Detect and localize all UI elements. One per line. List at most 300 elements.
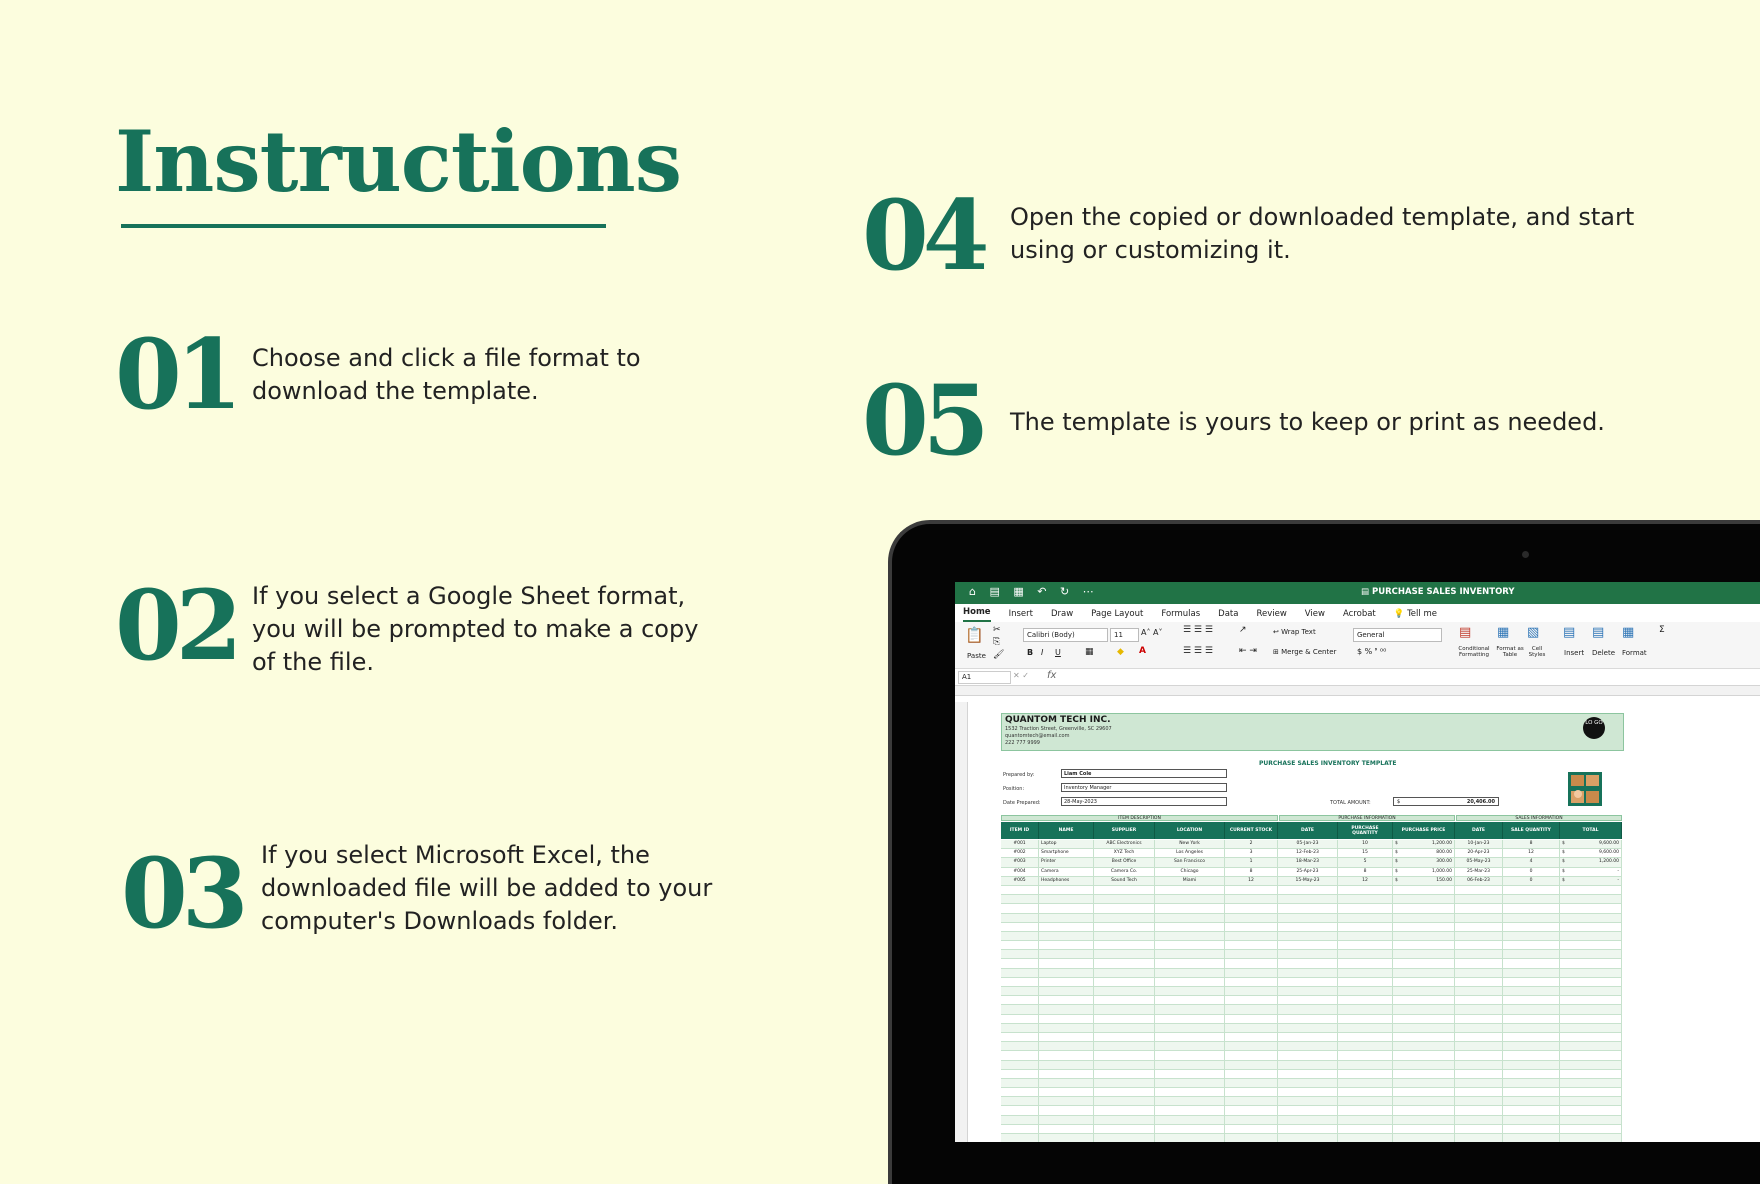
cell-name[interactable] bbox=[1039, 950, 1094, 958]
table-row[interactable] bbox=[1001, 1005, 1622, 1014]
cell-item-id[interactable] bbox=[1001, 1134, 1039, 1142]
cell-supplier[interactable] bbox=[1094, 886, 1155, 894]
cell-purchase-price[interactable] bbox=[1393, 996, 1455, 1004]
cell-supplier[interactable] bbox=[1094, 1042, 1155, 1050]
currency-percent-icons[interactable]: $ % ❜ ⁰⁰ bbox=[1357, 647, 1387, 656]
cell-sale-date[interactable] bbox=[1455, 1033, 1503, 1041]
cell-name[interactable] bbox=[1039, 959, 1094, 967]
cell-purchase-quantity[interactable] bbox=[1338, 1042, 1393, 1050]
cell-purchase-price[interactable] bbox=[1393, 941, 1455, 949]
cell-purchase-price[interactable] bbox=[1393, 978, 1455, 986]
cell-name[interactable]: Printer bbox=[1039, 858, 1094, 866]
cell-purchase-price[interactable] bbox=[1393, 1088, 1455, 1096]
cell-purchase-price[interactable] bbox=[1393, 895, 1455, 903]
cell-total[interactable] bbox=[1560, 1061, 1622, 1069]
table-row[interactable] bbox=[1001, 996, 1622, 1005]
tab-home[interactable]: Home bbox=[963, 607, 991, 622]
cell-sale-date[interactable]: 05-May-23 bbox=[1455, 858, 1503, 866]
cell-purchase-date[interactable]: 18-Mar-23 bbox=[1278, 858, 1338, 866]
cell-sale-quantity[interactable]: 0 bbox=[1503, 868, 1560, 876]
cell-purchase-quantity[interactable] bbox=[1338, 978, 1393, 986]
table-row[interactable] bbox=[1001, 959, 1622, 968]
cell-name[interactable] bbox=[1039, 1061, 1094, 1069]
paste-button[interactable]: Paste bbox=[967, 652, 986, 660]
cell-location[interactable] bbox=[1155, 932, 1225, 940]
cell-total[interactable] bbox=[1560, 1116, 1622, 1124]
insert-cells-button[interactable]: Insert bbox=[1564, 649, 1585, 657]
cell-name[interactable] bbox=[1039, 978, 1094, 986]
cell-name[interactable] bbox=[1039, 1042, 1094, 1050]
cell-purchase-date[interactable] bbox=[1278, 978, 1338, 986]
cell-location[interactable] bbox=[1155, 1106, 1225, 1114]
cell-location[interactable] bbox=[1155, 914, 1225, 922]
cell-supplier[interactable] bbox=[1094, 1106, 1155, 1114]
cell-supplier[interactable] bbox=[1094, 1024, 1155, 1032]
cell-sale-quantity[interactable] bbox=[1503, 1061, 1560, 1069]
font-size-select[interactable]: 11 bbox=[1110, 628, 1139, 642]
cell-item-id[interactable] bbox=[1001, 904, 1039, 912]
cell-purchase-price[interactable] bbox=[1393, 1125, 1455, 1133]
format-painter-icon[interactable]: 🖌 bbox=[993, 650, 1005, 660]
cell-sale-quantity[interactable] bbox=[1503, 1134, 1560, 1142]
cell-current-stock[interactable] bbox=[1225, 978, 1278, 986]
cell-current-stock[interactable] bbox=[1225, 914, 1278, 922]
cell-item-id[interactable] bbox=[1001, 914, 1039, 922]
cell-purchase-quantity[interactable] bbox=[1338, 1079, 1393, 1087]
cell-location[interactable]: Chicago bbox=[1155, 868, 1225, 876]
cell-sale-quantity[interactable] bbox=[1503, 1106, 1560, 1114]
cell-purchase-date[interactable] bbox=[1278, 1106, 1338, 1114]
cell-item-id[interactable] bbox=[1001, 886, 1039, 894]
cell-sale-quantity[interactable] bbox=[1503, 1015, 1560, 1023]
copy-icon[interactable]: ⎘ bbox=[993, 637, 1001, 647]
align-left-icon[interactable]: ☰ ☰ ☰ bbox=[1183, 646, 1213, 656]
cell-purchase-price[interactable] bbox=[1393, 1051, 1455, 1059]
cell-name[interactable] bbox=[1039, 1033, 1094, 1041]
cell-sale-quantity[interactable] bbox=[1503, 969, 1560, 977]
cell-total[interactable] bbox=[1560, 969, 1622, 977]
cell-supplier[interactable] bbox=[1094, 941, 1155, 949]
cell-current-stock[interactable] bbox=[1225, 1015, 1278, 1023]
cell-purchase-date[interactable] bbox=[1278, 996, 1338, 1004]
cell-sale-date[interactable] bbox=[1455, 1088, 1503, 1096]
cell-purchase-date[interactable] bbox=[1278, 914, 1338, 922]
cell-purchase-quantity[interactable] bbox=[1338, 1051, 1393, 1059]
cell-sale-quantity[interactable] bbox=[1503, 1070, 1560, 1078]
cell-location[interactable] bbox=[1155, 941, 1225, 949]
cell-supplier[interactable] bbox=[1094, 1033, 1155, 1041]
table-row[interactable] bbox=[1001, 868, 1622, 877]
cell-total[interactable] bbox=[1560, 978, 1622, 986]
cell-supplier[interactable] bbox=[1094, 987, 1155, 995]
cell-purchase-price[interactable] bbox=[1393, 1134, 1455, 1142]
format-as-table-button[interactable]: Format as Table bbox=[1496, 646, 1524, 658]
cell-sale-date[interactable] bbox=[1455, 904, 1503, 912]
cell-purchase-date[interactable] bbox=[1278, 1005, 1338, 1013]
cell-sale-quantity[interactable] bbox=[1503, 1116, 1560, 1124]
cell-supplier[interactable] bbox=[1094, 1079, 1155, 1087]
name-box[interactable]: A1 bbox=[958, 671, 1011, 684]
cell-name[interactable] bbox=[1039, 1024, 1094, 1032]
cell-sale-date[interactable] bbox=[1455, 1079, 1503, 1087]
cell-purchase-price[interactable] bbox=[1393, 1116, 1455, 1124]
table-row[interactable] bbox=[1001, 1116, 1622, 1125]
cell-name[interactable] bbox=[1039, 941, 1094, 949]
cell-sale-date[interactable] bbox=[1455, 1024, 1503, 1032]
table-row[interactable] bbox=[1001, 1033, 1622, 1042]
tab-acrobat[interactable]: Acrobat bbox=[1342, 609, 1376, 619]
cell-name[interactable] bbox=[1039, 932, 1094, 940]
table-row[interactable] bbox=[1001, 932, 1622, 941]
cell-sale-quantity[interactable] bbox=[1503, 996, 1560, 1004]
tab-view[interactable]: View bbox=[1304, 609, 1325, 619]
cell-total[interactable] bbox=[1560, 1088, 1622, 1096]
table-row[interactable] bbox=[1001, 969, 1622, 978]
table-row[interactable] bbox=[1001, 858, 1622, 867]
table-row[interactable] bbox=[1001, 941, 1622, 950]
autosum-icon[interactable]: Σ bbox=[1659, 625, 1665, 635]
cell-supplier[interactable] bbox=[1094, 904, 1155, 912]
cell-total[interactable] bbox=[1560, 1106, 1622, 1114]
date-prepared-field[interactable]: 28-May-2023 bbox=[1061, 797, 1227, 806]
table-row[interactable] bbox=[1001, 877, 1622, 886]
cell-total[interactable] bbox=[1560, 950, 1622, 958]
cell-supplier[interactable] bbox=[1094, 1088, 1155, 1096]
cell-purchase-quantity[interactable] bbox=[1338, 1125, 1393, 1133]
cell-current-stock[interactable] bbox=[1225, 1106, 1278, 1114]
cell-item-id[interactable] bbox=[1001, 959, 1039, 967]
cell-name[interactable] bbox=[1039, 1116, 1094, 1124]
cell-total[interactable] bbox=[1560, 895, 1622, 903]
cell-supplier[interactable]: Camera Co. bbox=[1094, 868, 1155, 876]
cell-sale-quantity[interactable] bbox=[1503, 987, 1560, 995]
cell-item-id[interactable]: #005 bbox=[1001, 877, 1039, 885]
cell-total[interactable] bbox=[1560, 904, 1622, 912]
cell-sale-date[interactable] bbox=[1455, 1070, 1503, 1078]
font-name-select[interactable]: Calibri (Body) bbox=[1023, 628, 1108, 642]
cell-purchase-price[interactable]: $ 1,200.00 bbox=[1393, 840, 1455, 848]
cell-current-stock[interactable] bbox=[1225, 1116, 1278, 1124]
fill-color-icon[interactable]: ◆ bbox=[1117, 647, 1124, 657]
cell-purchase-date[interactable] bbox=[1278, 1116, 1338, 1124]
cell-sale-quantity[interactable] bbox=[1503, 886, 1560, 894]
cell-purchase-date[interactable] bbox=[1278, 932, 1338, 940]
cell-purchase-date[interactable] bbox=[1278, 1024, 1338, 1032]
quick-access-icons[interactable]: ⌂ ▤ ▦ ↶ ↻ ⋯ bbox=[969, 585, 1099, 598]
cell-supplier[interactable] bbox=[1094, 914, 1155, 922]
cell-location[interactable] bbox=[1155, 1134, 1225, 1142]
table-body[interactable] bbox=[1001, 840, 1622, 1142]
cell-purchase-quantity[interactable]: 10 bbox=[1338, 840, 1393, 848]
cell-sale-quantity[interactable] bbox=[1503, 1125, 1560, 1133]
cell-total[interactable] bbox=[1560, 1033, 1622, 1041]
cell-sale-quantity[interactable] bbox=[1503, 1079, 1560, 1087]
cell-location[interactable] bbox=[1155, 959, 1225, 967]
cell-current-stock[interactable] bbox=[1225, 895, 1278, 903]
cell-supplier[interactable] bbox=[1094, 959, 1155, 967]
cell-sale-date[interactable]: 10-Jan-23 bbox=[1455, 840, 1503, 848]
table-row[interactable] bbox=[1001, 1051, 1622, 1060]
cell-sale-date[interactable]: 25-Mar-23 bbox=[1455, 868, 1503, 876]
cell-supplier[interactable] bbox=[1094, 1015, 1155, 1023]
cell-sale-date[interactable] bbox=[1455, 959, 1503, 967]
table-row[interactable] bbox=[1001, 1134, 1622, 1142]
cell-sale-quantity[interactable] bbox=[1503, 950, 1560, 958]
cell-styles-button[interactable]: Cell Styles bbox=[1528, 646, 1546, 658]
cell-supplier[interactable]: ABC Electronics bbox=[1094, 840, 1155, 848]
cell-purchase-price[interactable] bbox=[1393, 1079, 1455, 1087]
table-row[interactable] bbox=[1001, 914, 1622, 923]
cell-location[interactable] bbox=[1155, 969, 1225, 977]
cell-purchase-quantity[interactable] bbox=[1338, 1024, 1393, 1032]
format-cells-icon[interactable]: ▦ bbox=[1622, 625, 1635, 640]
table-row[interactable] bbox=[1001, 1070, 1622, 1079]
delete-cells-icon[interactable]: ▤ bbox=[1592, 625, 1605, 640]
cell-supplier[interactable] bbox=[1094, 1070, 1155, 1078]
cell-purchase-price[interactable] bbox=[1393, 969, 1455, 977]
cell-sale-date[interactable] bbox=[1455, 1005, 1503, 1013]
cell-purchase-date[interactable]: 25-Apr-23 bbox=[1278, 868, 1338, 876]
table-row[interactable] bbox=[1001, 1042, 1622, 1051]
cell-name[interactable] bbox=[1039, 1051, 1094, 1059]
cell-current-stock[interactable] bbox=[1225, 950, 1278, 958]
cell-total[interactable] bbox=[1560, 941, 1622, 949]
cancel-confirm-icons[interactable]: ✕ ✓ bbox=[1013, 671, 1029, 680]
cell-purchase-quantity[interactable]: 15 bbox=[1338, 849, 1393, 857]
cell-purchase-price[interactable] bbox=[1393, 959, 1455, 967]
cell-name[interactable] bbox=[1039, 1005, 1094, 1013]
cell-current-stock[interactable] bbox=[1225, 1061, 1278, 1069]
cell-location[interactable]: New York bbox=[1155, 840, 1225, 848]
cell-sale-date[interactable] bbox=[1455, 895, 1503, 903]
cell-purchase-date[interactable]: 05-Jan-23 bbox=[1278, 840, 1338, 848]
cell-sale-quantity[interactable]: 8 bbox=[1503, 840, 1560, 848]
cell-sale-date[interactable] bbox=[1455, 1015, 1503, 1023]
cell-name[interactable] bbox=[1039, 895, 1094, 903]
cell-current-stock[interactable]: 2 bbox=[1225, 840, 1278, 848]
cell-current-stock[interactable] bbox=[1225, 996, 1278, 1004]
cell-purchase-price[interactable] bbox=[1393, 1015, 1455, 1023]
cell-location[interactable] bbox=[1155, 978, 1225, 986]
cell-purchase-date[interactable] bbox=[1278, 1070, 1338, 1078]
cell-purchase-date[interactable] bbox=[1278, 904, 1338, 912]
cell-current-stock[interactable] bbox=[1225, 932, 1278, 940]
cell-item-id[interactable] bbox=[1001, 895, 1039, 903]
cell-supplier[interactable] bbox=[1094, 923, 1155, 931]
cell-location[interactable] bbox=[1155, 1061, 1225, 1069]
cell-location[interactable] bbox=[1155, 1097, 1225, 1105]
cell-purchase-quantity[interactable] bbox=[1338, 1061, 1393, 1069]
cell-item-id[interactable] bbox=[1001, 1125, 1039, 1133]
cell-item-id[interactable] bbox=[1001, 1070, 1039, 1078]
cell-sale-quantity[interactable] bbox=[1503, 941, 1560, 949]
cell-purchase-date[interactable] bbox=[1278, 923, 1338, 931]
cell-sale-date[interactable] bbox=[1455, 987, 1503, 995]
cell-total[interactable]: $ - bbox=[1560, 868, 1622, 876]
cell-supplier[interactable] bbox=[1094, 1097, 1155, 1105]
cell-purchase-date[interactable] bbox=[1278, 1097, 1338, 1105]
table-row[interactable] bbox=[1001, 886, 1622, 895]
cell-purchase-quantity[interactable] bbox=[1338, 1070, 1393, 1078]
cell-total[interactable] bbox=[1560, 886, 1622, 894]
cell-item-id[interactable] bbox=[1001, 1097, 1039, 1105]
cell-sale-date[interactable] bbox=[1455, 1097, 1503, 1105]
cell-sale-quantity[interactable] bbox=[1503, 1051, 1560, 1059]
cell-purchase-date[interactable] bbox=[1278, 1125, 1338, 1133]
cell-location[interactable]: San Francisco bbox=[1155, 858, 1225, 866]
worksheet[interactable] bbox=[955, 702, 1760, 1142]
cell-purchase-price[interactable] bbox=[1393, 1070, 1455, 1078]
cell-purchase-quantity[interactable] bbox=[1338, 950, 1393, 958]
cell-item-id[interactable] bbox=[1001, 1005, 1039, 1013]
cell-supplier[interactable] bbox=[1094, 950, 1155, 958]
cell-sale-date[interactable]: 06-Feb-23 bbox=[1455, 877, 1503, 885]
cell-current-stock[interactable] bbox=[1225, 969, 1278, 977]
indent-icon[interactable]: ⇤ ⇥ bbox=[1239, 646, 1257, 656]
cell-location[interactable] bbox=[1155, 1070, 1225, 1078]
cell-purchase-quantity[interactable] bbox=[1338, 1116, 1393, 1124]
cell-total[interactable] bbox=[1560, 1097, 1622, 1105]
cell-purchase-date[interactable] bbox=[1278, 1088, 1338, 1096]
cell-purchase-price[interactable]: $ 300.00 bbox=[1393, 858, 1455, 866]
cell-name[interactable] bbox=[1039, 1134, 1094, 1142]
insert-cells-icon[interactable]: ▤ bbox=[1563, 625, 1576, 640]
cell-location[interactable] bbox=[1155, 923, 1225, 931]
cell-purchase-price[interactable] bbox=[1393, 1033, 1455, 1041]
cell-purchase-price[interactable] bbox=[1393, 987, 1455, 995]
cell-name[interactable]: Camera bbox=[1039, 868, 1094, 876]
cell-name[interactable] bbox=[1039, 1015, 1094, 1023]
cell-location[interactable] bbox=[1155, 1088, 1225, 1096]
cell-item-id[interactable] bbox=[1001, 1116, 1039, 1124]
cell-item-id[interactable] bbox=[1001, 941, 1039, 949]
cell-sale-date[interactable] bbox=[1455, 923, 1503, 931]
cell-sale-date[interactable] bbox=[1455, 1125, 1503, 1133]
cell-location[interactable] bbox=[1155, 1005, 1225, 1013]
format-as-table-icon[interactable]: ▦ bbox=[1497, 625, 1510, 640]
cell-purchase-price[interactable] bbox=[1393, 1005, 1455, 1013]
cell-item-id[interactable] bbox=[1001, 1015, 1039, 1023]
cell-sale-quantity[interactable] bbox=[1503, 1033, 1560, 1041]
cell-purchase-quantity[interactable] bbox=[1338, 1088, 1393, 1096]
cell-current-stock[interactable] bbox=[1225, 1005, 1278, 1013]
cell-purchase-quantity[interactable] bbox=[1338, 932, 1393, 940]
cell-sale-quantity[interactable] bbox=[1503, 904, 1560, 912]
table-row[interactable] bbox=[1001, 1088, 1622, 1097]
bold-icon[interactable]: B bbox=[1027, 648, 1034, 657]
cell-location[interactable] bbox=[1155, 1042, 1225, 1050]
cell-supplier[interactable] bbox=[1094, 1116, 1155, 1124]
cell-supplier[interactable] bbox=[1094, 978, 1155, 986]
cell-supplier[interactable]: XYZ Tech bbox=[1094, 849, 1155, 857]
cell-location[interactable] bbox=[1155, 1033, 1225, 1041]
cell-total[interactable] bbox=[1560, 1134, 1622, 1142]
cell-name[interactable] bbox=[1039, 969, 1094, 977]
borders-icon[interactable]: ▦ bbox=[1085, 647, 1094, 657]
delete-cells-button[interactable]: Delete bbox=[1592, 649, 1615, 657]
table-row[interactable] bbox=[1001, 987, 1622, 996]
cell-purchase-price[interactable] bbox=[1393, 886, 1455, 894]
cell-current-stock[interactable] bbox=[1225, 1024, 1278, 1032]
cell-purchase-date[interactable] bbox=[1278, 886, 1338, 894]
cell-sale-quantity[interactable] bbox=[1503, 1088, 1560, 1096]
cell-name[interactable] bbox=[1039, 996, 1094, 1004]
cell-total[interactable]: $ - bbox=[1560, 877, 1622, 885]
cell-current-stock[interactable] bbox=[1225, 1051, 1278, 1059]
table-row[interactable] bbox=[1001, 849, 1622, 858]
cell-sale-date[interactable] bbox=[1455, 1106, 1503, 1114]
cell-purchase-price[interactable] bbox=[1393, 1061, 1455, 1069]
fx-icon[interactable]: fx bbox=[1047, 670, 1057, 681]
cell-supplier[interactable] bbox=[1094, 1051, 1155, 1059]
table-row[interactable] bbox=[1001, 923, 1622, 932]
cell-sale-date[interactable] bbox=[1455, 1061, 1503, 1069]
cell-current-stock[interactable]: 1 bbox=[1225, 858, 1278, 866]
cell-supplier[interactable] bbox=[1094, 969, 1155, 977]
cell-current-stock[interactable] bbox=[1225, 1079, 1278, 1087]
cell-location[interactable] bbox=[1155, 886, 1225, 894]
cell-sale-quantity[interactable] bbox=[1503, 1097, 1560, 1105]
cell-purchase-date[interactable] bbox=[1278, 1061, 1338, 1069]
cell-sale-quantity[interactable] bbox=[1503, 1024, 1560, 1032]
cell-name[interactable]: Laptop bbox=[1039, 840, 1094, 848]
cell-purchase-quantity[interactable]: 5 bbox=[1338, 858, 1393, 866]
cell-sale-date[interactable] bbox=[1455, 914, 1503, 922]
cell-total[interactable] bbox=[1560, 1042, 1622, 1050]
prepared-by-field[interactable]: Liam Cole bbox=[1061, 769, 1227, 778]
cell-purchase-quantity[interactable] bbox=[1338, 987, 1393, 995]
cell-name[interactable] bbox=[1039, 1070, 1094, 1078]
cell-purchase-date[interactable] bbox=[1278, 1079, 1338, 1087]
cell-name[interactable]: Headphones bbox=[1039, 877, 1094, 885]
cell-current-stock[interactable] bbox=[1225, 1125, 1278, 1133]
cell-current-stock[interactable] bbox=[1225, 886, 1278, 894]
align-top-icon[interactable]: ☰ ☰ ☰ bbox=[1183, 625, 1213, 635]
cell-name[interactable] bbox=[1039, 1106, 1094, 1114]
cell-name[interactable] bbox=[1039, 923, 1094, 931]
table-row[interactable] bbox=[1001, 1015, 1622, 1024]
cell-purchase-quantity[interactable] bbox=[1338, 996, 1393, 1004]
cell-location[interactable] bbox=[1155, 904, 1225, 912]
cell-total[interactable]: $ 1,200.00 bbox=[1560, 858, 1622, 866]
cell-total[interactable] bbox=[1560, 996, 1622, 1004]
cell-current-stock[interactable] bbox=[1225, 941, 1278, 949]
cell-purchase-date[interactable]: 15-May-23 bbox=[1278, 877, 1338, 885]
cell-total[interactable] bbox=[1560, 923, 1622, 931]
cell-current-stock[interactable] bbox=[1225, 1033, 1278, 1041]
cell-purchase-quantity[interactable] bbox=[1338, 969, 1393, 977]
cell-item-id[interactable] bbox=[1001, 1033, 1039, 1041]
cell-total[interactable]: $ 9,600.00 bbox=[1560, 849, 1622, 857]
cell-total[interactable] bbox=[1560, 1015, 1622, 1023]
cell-location[interactable]: Miami bbox=[1155, 877, 1225, 885]
cell-purchase-quantity[interactable] bbox=[1338, 959, 1393, 967]
cell-current-stock[interactable] bbox=[1225, 987, 1278, 995]
cell-supplier[interactable] bbox=[1094, 996, 1155, 1004]
cell-total[interactable] bbox=[1560, 1051, 1622, 1059]
cell-name[interactable]: Smartphone bbox=[1039, 849, 1094, 857]
cell-name[interactable] bbox=[1039, 904, 1094, 912]
cell-current-stock[interactable] bbox=[1225, 959, 1278, 967]
cell-sale-quantity[interactable] bbox=[1503, 959, 1560, 967]
table-row[interactable] bbox=[1001, 895, 1622, 904]
cell-total[interactable] bbox=[1560, 932, 1622, 940]
cell-purchase-date[interactable] bbox=[1278, 895, 1338, 903]
table-row[interactable] bbox=[1001, 1125, 1622, 1134]
cell-item-id[interactable]: #004 bbox=[1001, 868, 1039, 876]
cell-sale-quantity[interactable] bbox=[1503, 932, 1560, 940]
cell-purchase-date[interactable] bbox=[1278, 1134, 1338, 1142]
